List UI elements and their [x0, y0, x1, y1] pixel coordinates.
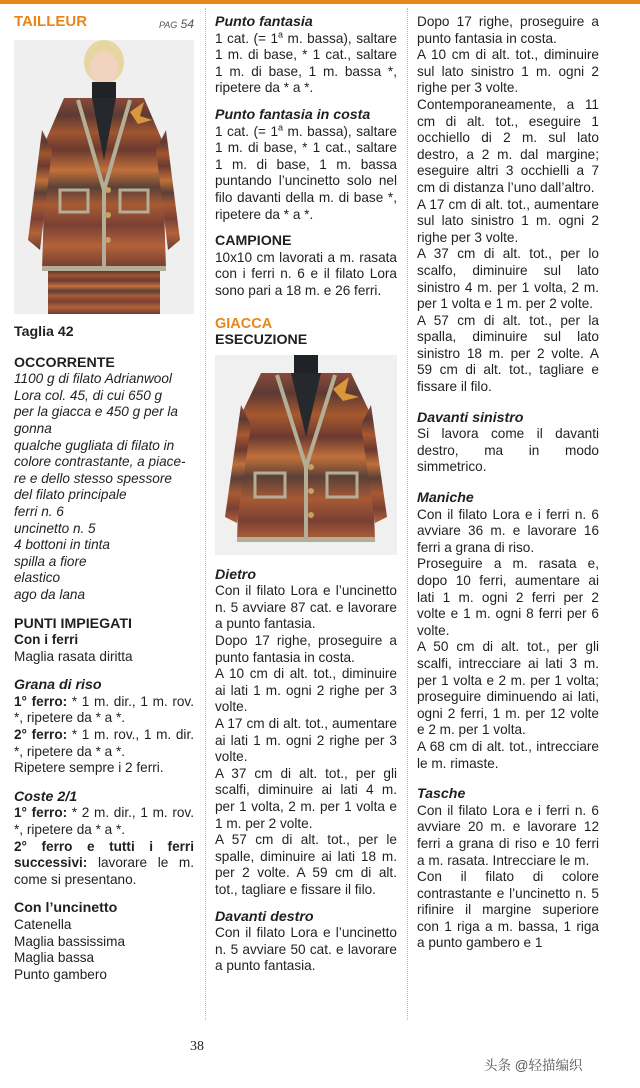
- dietro-paragraph: A 37 cm di alt. tot., per gli scalfi, diminuire ai lati 4 m. per 1 volta, 2 m. per 1 volta e 1 m. per 2 volte.: [215, 765, 397, 831]
- uncinetto-item: Punto gambero: [14, 966, 107, 982]
- maniche-paragraph: A 68 cm di alt. tot., intrecciare le m. rimaste.: [417, 738, 599, 771]
- materials-line: del filato principale: [14, 487, 127, 503]
- materials-line: colore contrastante, a piace-: [14, 454, 186, 470]
- article-title: TAILLEUR: [14, 13, 88, 30]
- right-column: [417, 14, 599, 952]
- dietro-paragraph: A 57 cm di alt. tot., per le spalle, diminuire ai lati 18 m. per 2 volte. A 59 cm di alt. tot., tagliare e fissare il filo.: [215, 832, 397, 897]
- davanti-paragraph: Contemporaneamente, a 11 cm di alt. tot., eseguire 1 occhiello di 2 m. sul lato destro, a 2 m. dal margine; eseguire altri 3 occhielli a 7 cm di distanza l’uno dall’altro.: [417, 96, 599, 195]
- materials-line: gonna: [14, 420, 52, 436]
- column-divider: [407, 8, 408, 1020]
- materials-line: spilla a fiore: [14, 553, 87, 569]
- fantasia-heading: Punto fantasia: [215, 14, 313, 30]
- grana-row-2: 2° ferro: * 1 m. rov., 1 m. dir. *, ripetere da * a *.: [14, 727, 194, 759]
- size-label: Taglia 42: [14, 324, 74, 340]
- ferri-stitch: Maglia rasata diritta: [14, 648, 133, 664]
- materials-line: elastico: [14, 570, 61, 586]
- davanti-paragraph: A 37 cm di alt. tot., per lo scalfo, diminuire sul lato sinistro 4 m. per 1 volta, 2 m. per 1 volta e 1 m. per 2 volte.: [417, 246, 599, 312]
- esecuzione-heading: ESECUZIONE: [215, 332, 308, 349]
- maniche-paragraph: Con il filato Lora e i ferri n. 6 avviare 36 m. e lavorare 16 ferri a grana di riso.: [417, 506, 599, 555]
- campione-heading: CAMPIONE: [215, 233, 292, 250]
- davanti-destro-heading: Davanti destro: [215, 908, 314, 925]
- davanti-paragraph: A 17 cm di alt. tot., aumentare sul lato sinistro 1 m. ogni 2 righe per 3 volte.: [417, 196, 599, 245]
- dietro-paragraph: A 17 cm di alt. tot., aumentare ai lati 1 m. ogni 2 righe per 3 volte.: [215, 716, 397, 765]
- tasche-heading: Tasche: [417, 786, 466, 803]
- fantasia-text: 1 cat. (= $1^a$ m. bassa), saltare 1 m. di base, * 1 cat., saltare 1 m. di base, 1 m. bassa *, ripetere da * a *.: [215, 29, 397, 96]
- punti-heading: PUNTI IMPIEGATI: [14, 615, 132, 632]
- uncinetto-heading: Con l’uncinetto: [14, 900, 118, 917]
- dietro-paragraph: Con il filato Lora e l’uncinetto n. 5 avviare 87 cat. e lavorare a punto fantasia.: [215, 583, 397, 632]
- coste-row-2: 2° ferro e tutti i ferri successivi: lavorare le m. come si presentano.: [14, 838, 194, 887]
- grana-row-1: 1° ferro: * 1 m. dir., 1 m. rov. *, ripetere da * a *.: [14, 693, 194, 726]
- article-header: [14, 14, 194, 34]
- giacca-heading: GIACCA: [215, 315, 273, 332]
- model-photo-full: [14, 40, 194, 314]
- materials-line: 4 bottoni in tinta: [14, 537, 110, 553]
- dietro-paragraph: A 10 cm di alt. tot., diminuire ai lati 1 m. ogni 2 righe per 3 volte.: [215, 666, 397, 715]
- jacket-photo: [215, 355, 397, 555]
- grana-repeat: Ripetere sempre i 2 ferri.: [14, 760, 164, 776]
- materials-line: per la giacca e 450 g per la: [14, 404, 178, 420]
- coste-row-1: 1° ferro: * 2 m. dir., 1 m. rov. *, ripetere da * a *.: [14, 805, 194, 838]
- davanti-destro-text: Con il filato Lora e l’uncinetto n. 5 avviare 50 cat. e lavorare a punto fantasia.: [215, 925, 397, 974]
- uncinetto-item: Maglia bassa: [14, 950, 95, 966]
- davanti-paragraph: Dopo 17 righe, proseguire a punto fantasia in costa.: [417, 14, 599, 46]
- uncinetto-item: Catenella: [14, 917, 72, 932]
- davanti-sinistro-text: Si lavora come il davanti destro, ma in modo simmetrico.: [417, 426, 599, 475]
- materials-line: ferri n. 6: [14, 503, 64, 519]
- materials-line: qualche gugliata di filato in: [14, 437, 175, 453]
- watermark: 头条 @轻描编织: [484, 1058, 583, 1073]
- page-reference: PAG 54: [158, 17, 194, 31]
- materials-line: re e dello stesso spessore: [14, 470, 172, 486]
- top-accent-bar: [0, 0, 640, 4]
- materials-line: Lora col. 45, di cui 650 g: [14, 387, 163, 403]
- page-number: 38: [190, 1039, 204, 1054]
- middle-column: [215, 14, 397, 975]
- maniche-paragraph: A 50 cm di alt. tot., per gli scalfi, intrecciare ai lati 3 m. per 1 volta e 2 m. per 1 volta; proseguire diminuendo ai lati, ogni 2 ferri, 1 m. per 12 volte e 2 m. per 1 volta.: [417, 639, 599, 738]
- occorrente-heading: OCCORRENTE: [14, 354, 115, 371]
- materials-list: [14, 371, 194, 603]
- uncinetto-item: Maglia bassissima: [14, 933, 126, 949]
- coste-heading: Coste 2/1: [14, 788, 78, 805]
- grana-heading: Grana di riso: [14, 677, 102, 694]
- maniche-paragraph: Proseguire a m. rasata e, dopo 10 ferri, aumentare ai lati 1 m. ogni 2 ferri per 2 volte e 1 m. ogni 8 ferri per 6 volte.: [417, 556, 599, 638]
- dietro-paragraph: Dopo 17 righe, proseguire a punto fantasia in costa.: [215, 633, 397, 665]
- materials-line: ago da lana: [14, 586, 86, 602]
- left-column: [14, 14, 194, 983]
- campione-text: 10x10 cm lavorati a m. rasata con i ferri n. 6 e il filato Lora sono pari a 18 m. e 26 ferri.: [215, 249, 397, 298]
- materials-line: 1100 g di filato Adrianwool: [14, 371, 172, 387]
- ferri-subheading: Con i ferri: [14, 632, 79, 648]
- davanti-paragraph: A 10 cm di alt. tot., diminuire sul lato sinistro 1 m. ogni 2 righe per 3 volte.: [417, 47, 599, 96]
- davanti-paragraph: A 57 cm di alt. tot., per la spalla, diminuire sul lato sinistro 18 m. per 2 volte. A 59 cm di alt. tot., tagliare e fissare il filo.: [417, 312, 599, 395]
- tasche-paragraph: Con il filato Lora e i ferri n. 6 avviare 20 m. e lavorare 12 ferri a grana di riso e 10 ferri a m. rasata. Intrecciare le m.: [417, 802, 599, 868]
- costa-text: 1 cat. (= $1^a$ m. bassa), saltare 1 m. di base, * 1 cat., saltare 1 m. di base, 1 m. bassa puntando l’uncinetto solo nel filo davanti della m. di base *, ripetere da * a *.: [215, 122, 397, 222]
- tasche-paragraph: Con il filato di colore contrastante e l’uncinetto n. 5 rifinire il margine superiore con 1 riga a m. bassa, 1 riga a punto gambero e 1: [417, 869, 599, 951]
- costa-heading: Punto fantasia in costa: [215, 106, 371, 123]
- column-divider: [205, 8, 206, 1020]
- dietro-heading: Dietro: [215, 566, 256, 583]
- materials-line: uncinetto n. 5: [14, 520, 96, 536]
- maniche-heading: Maniche: [417, 490, 474, 507]
- davanti-sinistro-heading: Davanti sinistro: [417, 409, 524, 426]
